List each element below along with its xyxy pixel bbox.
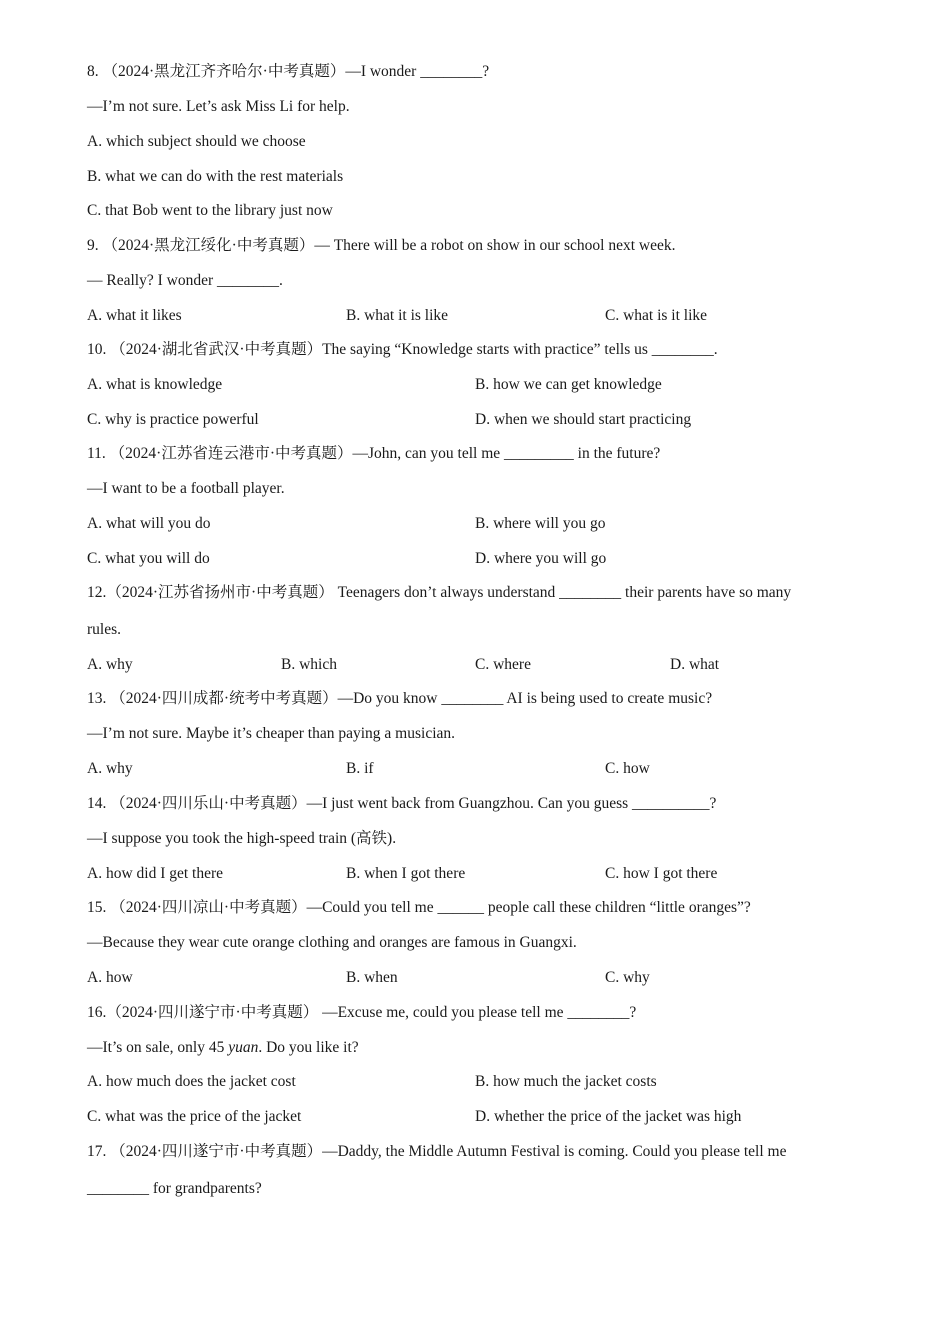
question-15-stem: 15. （2024·四川凉山·中考真题）—Could you tell me ______ people call these children “little oranges”? — [87, 899, 751, 916]
question-14-reply: —I suppose you took the high-speed train (高铁). — [87, 830, 397, 847]
question-8-option-b: B. what we can do with the rest materials — [87, 168, 344, 185]
question-14-stem: 14. （2024·四川乐山·中考真题）—I just went back from Guangzhou. Can you guess __________? — [87, 795, 717, 812]
question-13-option-c: C. how — [605, 760, 650, 777]
question-10-option-b: B. how we can get knowledge — [475, 376, 662, 393]
question-11-stem: 11. （2024·江苏省连云港市·中考真题）—John, can you tell me _________ in the future? — [87, 445, 661, 462]
question-12-stem-continued: rules. — [87, 621, 122, 638]
question-16-reply-italic: yuan — [228, 1039, 259, 1056]
question-11-option-d: D. where you will go — [475, 550, 607, 567]
question-12-stem: 12.（2024·江苏省扬州市·中考真题） Teenagers don’t always understand ________ their parents have so many — [87, 584, 792, 601]
question-14-option-c: C. how I got there — [605, 865, 718, 882]
question-13-option-a: A. why — [87, 760, 133, 777]
question-8-stem: 8. （2024·黑龙江齐齐哈尔·中考真题）—I wonder ________? — [87, 63, 490, 80]
question-15-option-c: C. why — [605, 969, 650, 986]
question-12-option-a: A. why — [87, 656, 133, 673]
question-16-reply-after: . Do you like it? — [258, 1039, 359, 1056]
question-10-option-a: A. what is knowledge — [87, 376, 223, 393]
question-10-option-c: C. why is practice powerful — [87, 411, 259, 428]
question-16-stem: 16.（2024·四川遂宁市·中考真题） —Excuse me, could you please tell me ________? — [87, 1004, 637, 1021]
question-11-option-c: C. what you will do — [87, 550, 210, 567]
question-13-option-b: B. if — [346, 760, 374, 777]
question-13-reply: —I’m not sure. Maybe it’s cheaper than paying a musician. — [87, 725, 456, 742]
question-15-option-b: B. when — [346, 969, 398, 986]
question-9-stem: 9. （2024·黑龙江绥化·中考真题）— There will be a robot on show in our school next week. — [87, 237, 676, 254]
question-11-reply: —I want to be a football player. — [87, 480, 285, 497]
question-14-option-a: A. how did I get there — [87, 865, 224, 882]
question-9-reply: — Really? I wonder ________. — [87, 272, 283, 289]
question-16-reply-before: —It’s on sale, only 45 — [87, 1039, 229, 1056]
question-15-reply: —Because they wear cute orange clothing and oranges are famous in Guangxi. — [87, 934, 577, 951]
question-16-option-a: A. how much does the jacket cost — [87, 1073, 296, 1090]
question-13-stem: 13. （2024·四川成都·统考中考真题）—Do you know ________ AI is being used to create music? — [87, 690, 713, 707]
question-11-option-a: A. what will you do — [87, 515, 211, 532]
question-12-option-b: B. which — [281, 656, 337, 673]
question-10-stem: 10. （2024·湖北省武汉·中考真题）The saying “Knowledge starts with practice” tells us ________. — [87, 341, 718, 358]
question-8-reply: —I’m not sure. Let’s ask Miss Li for help. — [87, 98, 350, 115]
question-9-option-b: B. what it is like — [346, 307, 449, 324]
question-12-option-d: D. what — [670, 656, 720, 673]
question-16-option-d: D. whether the price of the jacket was high — [475, 1108, 742, 1125]
question-10-option-d: D. when we should start practicing — [475, 411, 692, 428]
question-8-option-c: C. that Bob went to the library just now — [87, 202, 333, 219]
question-16-option-c: C. what was the price of the jacket — [87, 1108, 302, 1125]
question-16-option-b: B. how much the jacket costs — [475, 1073, 657, 1090]
question-16-reply — [87, 1038, 359, 1058]
question-14-option-b: B. when I got there — [346, 865, 466, 882]
question-8-option-a: A. which subject should we choose — [87, 133, 306, 150]
question-9-option-c: C. what is it like — [605, 307, 708, 324]
question-15-option-a: A. how — [87, 969, 133, 986]
question-12-option-c: C. where — [475, 656, 531, 673]
question-17-stem: 17. （2024·四川遂宁市·中考真题）—Daddy, the Middle Autumn Festival is coming. Could you please tell me — [87, 1143, 787, 1160]
question-17-stem-continued: ________ for grandparents? — [87, 1180, 262, 1197]
question-11-option-b: B. where will you go — [475, 515, 606, 532]
question-9-option-a: A. what it likes — [87, 307, 182, 324]
